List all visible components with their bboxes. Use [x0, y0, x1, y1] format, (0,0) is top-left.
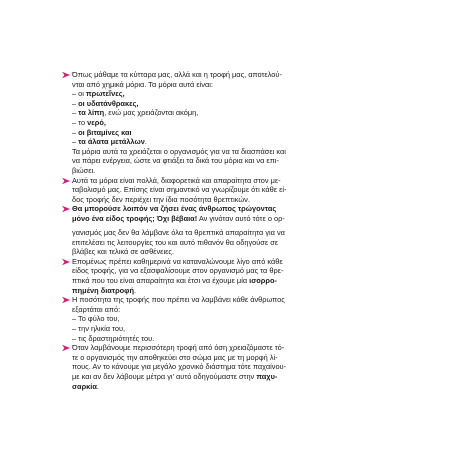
paragraph-molecules-intro	[72, 70, 412, 147]
text-line: Όπως μάθαμε τα κύτταρα μας, αλλά και η τροφή μας, αποτελού-	[72, 70, 282, 79]
text-line: Επομένως πρέπει καθημερινά να καταναλώνουμε λίγο από κάθε	[72, 256, 283, 266]
text-line: τε ο οργανισμός την αποθηκεύει στο σώμα μας με τη μορφή λί-	[72, 352, 278, 362]
text-line: βλάβες και τελικά σε ασθένειες.	[72, 247, 175, 257]
section-bottom	[72, 228, 412, 391]
text-line: σαρκία.	[72, 381, 99, 391]
arrow-right-icon	[62, 177, 70, 185]
text-line: με και αν δεν λάβουμε μέτρα γι' αυτό οδηγούμαστε στην παχυ-	[72, 371, 278, 381]
arrow-right-icon	[62, 344, 70, 352]
text-line: είδος τροφής, για να εξασφαλίσουμε στον οργανισμό μας τα θρε-	[72, 266, 284, 276]
text-line: Θα μπορούσε λοιπόν να ζήσει ένας άνθρωπος τρώγοντας	[72, 204, 277, 214]
text-line: να πάρει ενέργεια, ώστε να φτιάξει τα δικά του μόρια και να επι-	[72, 156, 279, 166]
paragraph-question	[72, 204, 412, 223]
text-line: Αυτά τα μόρια είναι πολλά, διαφορετικά και απαραίτητα στον με-	[72, 175, 281, 185]
list-item: – τα άλατα μετάλλων.	[72, 137, 147, 147]
text-line: πημένη διατροφή.	[72, 285, 137, 295]
list-item: – Το φύλο του,	[72, 314, 120, 324]
paragraph-balanced-diet	[72, 257, 412, 295]
text-line: δος τροφής δεν περιέχει την ίδια ποσότητα θρεπτικών.	[72, 194, 250, 204]
list-item: – τις δραστηριότητές του.	[72, 333, 155, 343]
section-top	[72, 70, 412, 224]
list-item: – το νερό,	[72, 117, 106, 127]
text-line: εξαρτάται από:	[72, 304, 121, 314]
text-line: πους. Αν το κάνουμε για μεγάλο χρονικό διάστημα τότε παχαίνου-	[72, 362, 287, 372]
paragraph-energy	[72, 147, 412, 176]
list-item: – οι υδατάνθρακες,	[72, 98, 139, 108]
arrow-right-icon	[62, 205, 70, 213]
text-line: Όταν λαμβάνουμε περισσότερη τροφή από όση χρειαζόμαστε τό-	[72, 343, 285, 353]
list-item: – τα λίπη, ενώ μας χρειάζονται ακόμη,	[72, 108, 199, 118]
text-line: Τα μόρια αυτά τα χρειάζεται ο οργανισμός για να τα διασπάσει και	[72, 146, 286, 156]
text-line: Η ποσότητα της τροφής που πρέπει να λαμβάνει κάθε άνθρωπος	[72, 295, 285, 305]
text-line: βιώσει.	[72, 165, 96, 175]
list-item: – οι βιταμίνες και	[72, 127, 132, 137]
list-item: – την ηλικία του,	[72, 323, 126, 333]
arrow-right-icon	[62, 296, 70, 304]
text-line: νται από χημικά μόρια. Τα μόρια αυτά είναι:	[72, 79, 213, 89]
paragraph-consequences	[72, 228, 412, 257]
text-line: επιτελέσει τις λειτουργίες του και αυτό πιθανόν θα οδηγούσε σε	[72, 237, 279, 247]
text-line: πτικά που του είναι απαραίτητα και έτσι να έχουμε μία ισορρο-	[72, 275, 277, 285]
paragraph-metabolism	[72, 176, 412, 205]
paragraph-quantity	[72, 295, 412, 343]
arrow-right-icon	[62, 71, 70, 79]
arrow-right-icon	[62, 258, 70, 266]
text-line: ταβολισμό μας. Επίσης είναι σημαντικό να γνωρίζουμε ότι κάθε εί-	[72, 185, 287, 195]
text-line: μόνο ένα είδος τροφής; Όχι βέβαια! Αν γινόταν αυτό τότε ο ορ-	[72, 213, 285, 223]
paragraph-obesity	[72, 343, 412, 391]
text-line: γανισμός μας δεν θα λάμβανε όλα τα θρεπτικά απαραίτητα για να	[72, 228, 285, 237]
list-item: – οι πρωτεΐνες,	[72, 89, 125, 99]
